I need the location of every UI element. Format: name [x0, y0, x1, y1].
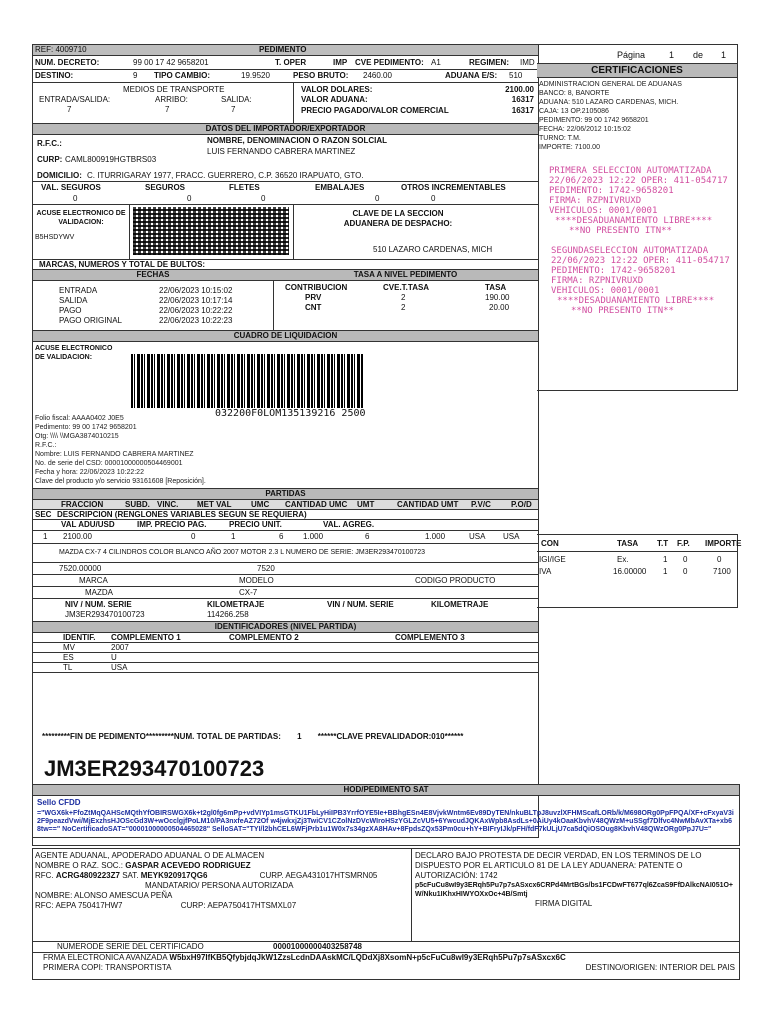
umc-header: UMC [251, 500, 270, 509]
agente-block [32, 848, 740, 980]
frma-row [43, 953, 735, 973]
aduana-es-label: ADUANA E/S: [445, 71, 498, 80]
cfdi-details [35, 414, 206, 486]
partida-cantidad-umt: 1.000 [425, 532, 446, 541]
contribuciones-table [537, 534, 742, 608]
embalajes-label: EMBALAJES [315, 183, 365, 192]
certificaciones-title: CERTIFICACIONES [537, 64, 737, 78]
tasa-header: TASA [485, 283, 507, 292]
salida-value: 7 [231, 105, 236, 114]
tipo-cambio-label: TIPO CAMBIO: [154, 71, 210, 80]
fin-pedimento: *********FIN DE PEDIMENTO*********NUM. TOTAL DE PARTIDAS: 1 ******CLAVE PREVALIDADOR:010****** [42, 732, 464, 741]
embalajes-value: 0 [375, 194, 380, 203]
numcert-label: NUMERODE SERIE DEL CERTIFICADO [57, 942, 204, 951]
con-row-2-tasa: 16.00000 [613, 567, 647, 576]
partida-umc: 6 [279, 532, 284, 541]
otros-incrementables-value: 0 [431, 194, 436, 203]
imp-precio-header: IMP. PRECIO PAG. [137, 520, 207, 529]
seguros-label: SEGUROS [145, 183, 186, 192]
pod-header: P.O/D [511, 500, 532, 509]
primera-copia: PRIMERA COPI: TRANSPORTISTA [43, 963, 172, 972]
modelo-value: CX-7 [239, 588, 258, 597]
declaro-text: DECLARO BAJO PROTESTA DE DECIR VERDAD, EN LOS TERMINOS DE LO DISPUESTO POR EL ARTICULO 81 DE LA LEY ADUANERA: PATENTE O AUTORIZACIÓN: [415, 851, 702, 880]
partida-val-2: 7520 [257, 564, 275, 573]
cve-pedimento-value: A1 [431, 58, 441, 67]
t-oper-value: IMP [333, 58, 348, 67]
fraccion-header: FRACCION [61, 500, 104, 509]
niv-value: JM3ER293470100723 [65, 610, 145, 619]
main-form [32, 44, 539, 838]
partida-descripcion: MAZDA CX-7 4 CILINDROS COLOR BLANCO AÑO 2007 MOTOR 2.3 L NUMERO DE SERIE: JM3ER293470100723 [59, 549, 426, 556]
marca-label: MARCA [79, 576, 108, 585]
cert-line: ADMINISTRACION GENERAL DE ADUANAS [539, 81, 682, 88]
mandatario: MANDATARIO/ PERSONA AUTORIZADA [145, 881, 294, 890]
pagina-total: 1 [721, 50, 727, 60]
peso-bruto-value: 2460.00 [363, 71, 392, 80]
cantidad-umc-header: CANTIDAD UMC [285, 500, 348, 509]
valor-dolares-label: VALOR DOLARES: [301, 85, 373, 94]
marca-value: MAZDA [85, 588, 113, 597]
arribo-value: 7 [165, 105, 170, 114]
otros-incrementables-label: OTROS INCREMENTABLES [401, 183, 506, 192]
rfc-line: R.F.C.: [35, 442, 57, 449]
importe-header: IMPORTE [705, 539, 742, 548]
contribucion-header: CONTRIBUCION [285, 283, 348, 292]
cert-line: BANCO: 8, BANORTE [539, 90, 610, 97]
vin-label: VIN / NUM. SERIE [327, 600, 394, 609]
importador-title: DATOS DEL IMPORTADOR/EXPORTADOR [33, 124, 538, 135]
partida-cantidad-umc: 1.000 [303, 532, 324, 541]
primera-seleccion-stamp: PRIMERA SELECCION AUTOMATIZADA 22/06/2023 12:22 OPER: 411-054717 PEDIMENTO: 1742-9658201 FIRMA: RZPNIVRUXD VEHICULOS: 0001/0001 ****DESADUANAMIENTO LIBRE**** **NO PRESENTO ITN** [549, 166, 728, 236]
patente-value: 1742 [479, 871, 498, 880]
cert-line: IMPORTE: 7100.00 [539, 144, 600, 151]
partida-pod: USA [503, 532, 520, 541]
regimen-value: IMD [520, 58, 535, 67]
mandatario-rfc: RFC: AEPA 750417HW7 CURP: AEPA750417HTSMXL07 [35, 901, 297, 910]
frma-value: W5bxH97IfKB5QfybjdqJkW1ZzsLcdnDAAskMC/LQDdXj8XsomN+p5cFuCu8wI9y3ERqh5Pu7p7sASxcx6C [169, 953, 566, 962]
marcas-label: MARCAS, NUMEROS Y TOTAL DE BULTOS: [33, 260, 538, 270]
descripcion-header: DESCRIPCION (RENGLONES VARIABLES SEGUN SE REQUIERA) [57, 510, 307, 519]
niv-label: NIV / NUM. SERIE [65, 600, 132, 609]
precio-unit-header: PRECIO UNIT. [229, 520, 282, 529]
cert-line: TURNO: T.M. [539, 135, 581, 142]
rfc-label: R.F.C.: [37, 139, 62, 148]
pedimento-document [32, 44, 742, 978]
fecha-hora: Fecha y hora: 22/06/2023 10:22:22 [35, 469, 144, 476]
acuse-label: ACUSE ELECTRONICO DE VALIDACION: [36, 210, 126, 226]
con-row-2-importe: 7100 [713, 567, 731, 576]
ident-row-1-code: MV [63, 643, 75, 652]
destino-origen: DESTINO/ORIGEN: INTERIOR DEL PAIS [585, 963, 735, 972]
kilometraje-2-label: KILOMETRAJE [431, 600, 489, 609]
destino-label: DESTINO: [35, 71, 74, 80]
numcert-value: 00001000000403258748 [273, 942, 362, 951]
numero-serie-big: JM3ER293470100723 [44, 756, 265, 781]
con-row-1-tasa: Ex. [617, 555, 629, 564]
partidas-title: PARTIDAS [33, 489, 538, 500]
validation-barcode [131, 354, 363, 408]
liquidacion-acuse-label: ACUSE ELECTRONICO DE VALIDACION: [35, 345, 113, 361]
qr-code [133, 207, 289, 255]
con-row-2-name: IVA [539, 567, 552, 576]
con-row-2-fp: 0 [683, 567, 688, 576]
cve-t-tasa-header: CVE.T.TASA [383, 283, 430, 292]
acuse-value: B5HSDYWV [35, 234, 75, 241]
fecha-entrada: ENTRADA 22/06/2023 10:15:02 [59, 286, 233, 295]
tasa-row-1-tasa: 190.00 [485, 293, 510, 302]
umt-header: UMT [357, 500, 375, 509]
firma-hash: p5cFuCu8wI9y3ERqh5Pu7p7sASxcx6CRPd4MrtBGs/bs1FCDwFT677ql6ZcaS9FfDAlkcNAI051O+W/Nku1IKhxHIWYOXxOc+4B/Smtj [415, 882, 734, 898]
sat-title: HOD/PEDIMENTO SAT [33, 785, 739, 796]
fecha-pago-original: PAGO ORIGINAL 22/06/2023 10:22:23 [59, 316, 233, 325]
ident-row-2-code: ES [63, 653, 74, 662]
valor-aduana-value: 16317 [511, 95, 534, 104]
mandatario-nombre: NOMBRE: ALONSO AMESCUA PEÑA [35, 891, 173, 900]
t-oper-label: T. OPER [275, 58, 307, 67]
certificaciones-panel [537, 44, 738, 391]
codigo-producto-label: CODIGO PRODUCTO [415, 576, 496, 585]
con-header: CON [541, 539, 559, 548]
frma-label: FRMA ELECTRONICA AVANZADA [43, 953, 168, 962]
complemento-1-header: COMPLEMENTO 1 [111, 633, 181, 642]
tasa-nivel-title: TASA A NIVEL PEDIMENTO [273, 270, 538, 281]
fletes-value: 0 [261, 194, 266, 203]
pvc-header: P.V/C [471, 500, 491, 509]
firma-digital-label: FIRMA DIGITAL [535, 899, 593, 908]
subd-header: SUBD. [125, 500, 150, 509]
tipo-cambio-value: 19.9520 [241, 71, 270, 80]
pedimento-line: Pedimento: 99 00 1742 9658201 [35, 424, 137, 431]
tasa-row-1-contrib: PRV [305, 293, 322, 302]
complemento-3-header: COMPLEMENTO 3 [395, 633, 465, 642]
barcode-number: 032200F0LOM135139216 2500 [215, 408, 366, 419]
agente-nombre: NOMBRE O RAZ. SOC.: GASPAR ACEVEDO RODRIGUEZ [35, 861, 251, 870]
aduana-es-value: 510 [509, 71, 523, 80]
num-decreto-label: NUM. DECRETO: [35, 58, 100, 67]
val-agreg-header: VAL. AGREG. [323, 520, 375, 529]
regimen-label: REGIMEN: [469, 58, 509, 67]
complemento-2-header: COMPLEMENTO 2 [229, 633, 299, 642]
ident-row-3-code: TL [63, 663, 73, 672]
partida-val-1: 7520.00000 [59, 564, 102, 573]
de-label: de [693, 50, 704, 60]
cert-lines [537, 78, 737, 154]
tasa-con-header: TASA [617, 539, 639, 548]
identif-header: IDENTIF. [63, 633, 96, 642]
fecha-pago: PAGO 22/06/2023 10:22:22 [59, 306, 233, 315]
tasa-row-2-contrib: CNT [305, 303, 322, 312]
con-row-1-tt: 1 [663, 555, 668, 564]
numcert-row [33, 941, 739, 953]
cert-line: CAJA: 13 OP.2105086 [539, 108, 609, 115]
modelo-label: MODELO [239, 576, 274, 585]
fletes-label: FLETES [229, 183, 260, 192]
con-row-1-importe: 0 [717, 555, 722, 564]
ref-number: REF: 4009710 [35, 45, 87, 54]
entrada-value: 7 [67, 105, 72, 114]
met-val-header: MET VAL [197, 500, 232, 509]
fecha-salida: SALIDA 22/06/2023 10:17:14 [59, 296, 233, 305]
agente-rfc: RFC. ACRG4809223Z7 SAT. MEYK920917QG6 CURP. AEGA431017HTSMRN05 [35, 871, 378, 880]
clave-seccion-value: 510 LAZARO CARDENAS, MICH [373, 245, 493, 254]
pagina-label: Página [617, 50, 646, 60]
cve-pedimento-label: CVE PEDIMENTO: [355, 58, 424, 67]
sec-header: SEC [35, 510, 52, 519]
importador-nombre: LUIS FERNANDO CABRERA MARTINEZ [207, 147, 356, 156]
clave-seccion-label: CLAVE DE LA SECCION ADUANERA DE DESPACHO: [343, 209, 453, 228]
cert-line: PEDIMENTO: 99 00 1742 9658201 [539, 117, 649, 124]
folio-fiscal: Folio fiscal: AAAA0402 J0E5 [35, 415, 124, 422]
con-row-1-fp: 0 [683, 555, 688, 564]
fechas-list [59, 286, 232, 326]
partida-val-adu: 2100.00 [63, 532, 92, 541]
sat-block [32, 784, 740, 846]
seguros-value: 0 [187, 194, 192, 203]
peso-bruto-label: PESO BRUTO: [293, 71, 349, 80]
precio-pagado-value: 16317 [511, 106, 534, 115]
tasa-row-2-tasa: 20.00 [489, 303, 510, 312]
con-row-1-name: IGI/IGE [539, 555, 566, 564]
declaracion [415, 851, 735, 909]
medios-transporte-title: MEDIOS DE TRANSPORTE [123, 85, 225, 94]
partida-umt: 6 [365, 532, 370, 541]
valor-aduana-label: VALOR ADUANA: [301, 95, 368, 104]
serie-csd: No. de serie del CSD: 00001000000504469001 [35, 460, 183, 467]
kilometraje-value: 114266.258 [207, 610, 249, 619]
partida-vinc: 0 [191, 532, 196, 541]
domicilio-label: DOMICILIO: [37, 171, 82, 180]
ident-row-2-value: U [111, 653, 117, 662]
domicilio-value: C. ITURRIGARAY 1977, FRACC. GUERRERO, C.P. 36520 IRAPUATO, GTO. [87, 171, 364, 180]
fp-header: F.P. [677, 539, 690, 548]
cert-line: FECHA: 22/06/2012 10:15:02 [539, 126, 631, 133]
agente-details [35, 851, 407, 911]
num-decreto-value: 99 00 17 42 9658201 [133, 58, 209, 67]
valor-dolares-value: 2100.00 [505, 85, 534, 94]
clave-producto: Clave del producto y/o servicio 93161608 [Reposición]. [35, 478, 206, 485]
val-adu-header: VAL ADU/USD [61, 520, 115, 529]
identificadores-title: IDENTIFICADORES (NIVEL PARTIDA) [33, 622, 538, 633]
fechas-title: FECHAS [33, 270, 273, 281]
kilometraje-label: KILOMETRAJE [207, 600, 265, 609]
sello-cfdd-value: ="WGX6k+FfoZtMqQAHScMQthYfOBIRSWGX6k+t2gl0fg6mPp+vdVIYp1msGTKU1FbLyHiIPB3YrrfOYE5Ie+BBhgESn4E8VjvkWntm6Ev89DyTEN/nkuBLTpJ8uvzlXFHMScafLORb/k/M698ORg0PpFPQA/XF+cFxyaV3i2F9peazdVwi/MjExzhsHJOScGd3W+wOcclgjfPoLM10/PA3nxfeAZ72Of w4jwkxjZj3TwiCV1CZolNzDVcWIroHSzYGLZcVU5+6YwcudJQKAxWpb8AsdLs+0AiUy4kOaaKbvhV48QWzM+uSSgf7Dlfvc4NwMbAvXTa+xb68tw==" NoCertificadoSAT="00001000000504465028" SelloSAT="TYI/l2bhCEL6WFjPrb1u1W0x7s34gzXA8HAv+8FpdsZQx53Pm0cu+hY+BIFryIJk/pFH/fdF7kULjU7ca5dQiOSOug8KbvhV48QWzORg0PpJ7U=" [37, 810, 734, 833]
val-seguros-value: 0 [73, 194, 78, 203]
destino-value: 9 [133, 71, 138, 80]
cantidad-umt-header: CANTIDAD UMT [397, 500, 459, 509]
entrada-salida-label: ENTRADA/SALIDA: [39, 95, 111, 104]
precio-pagado-label: PRECIO PAGADO/VALOR COMERCIAL [301, 106, 449, 115]
segunda-seleccion-stamp: SEGUNDASELECCION AUTOMATIZADA 22/06/2023 12:22 OPER: 411-054717 PEDIMENTO: 1742-9658201 FIRMA: RZPNIVRUXD VEHICULOS: 0001/0001 ****DESADUANAMIENTO LIBRE**** **NO PRESENTO ITN** [551, 246, 730, 316]
tasa-row-2-cve: 2 [401, 303, 406, 312]
ident-row-1-value: 2007 [111, 643, 129, 652]
curp-label: CURP: [37, 155, 63, 164]
partida-met-val: 1 [231, 532, 236, 541]
agente-l1: AGENTE ADUANAL, APODERADO ADUANAL O DE ALMACEN [35, 851, 265, 860]
otg-line: Otg: \\\\ \\MGA3874010215 [35, 433, 119, 440]
pedimento-title: PEDIMENTO [259, 45, 307, 54]
val-seguros-label: VAL. SEGUROS [41, 183, 101, 192]
nombre-line: Nombre: LUIS FERNANDO CABRERA MARTINEZ [35, 451, 194, 458]
vinc-header: VINC. [157, 500, 179, 509]
ident-row-3-value: USA [111, 663, 128, 672]
sello-cfdd-label: Sello CFDD [37, 798, 81, 807]
salida-label: SALIDA: [221, 95, 252, 104]
nombre-label: NOMBRE, DENOMINACION O RAZON SOLCIAL [207, 136, 387, 145]
arribo-label: ARRIBO: [155, 95, 188, 104]
cert-line: ADUANA: 510 LAZARO CARDENAS, MICH. [539, 99, 679, 106]
partida-sec: 1 [43, 532, 48, 541]
partida-pvc: USA [469, 532, 486, 541]
curp-value: CAML800919HGTBRS03 [65, 155, 157, 164]
pagina-value: 1 [669, 50, 675, 60]
con-row-2-tt: 1 [663, 567, 668, 576]
tt-header: T.T [657, 539, 669, 548]
tasa-row-1-cve: 2 [401, 293, 406, 302]
liquidacion-title: CUADRO DE LIQUIDACION [33, 330, 538, 342]
